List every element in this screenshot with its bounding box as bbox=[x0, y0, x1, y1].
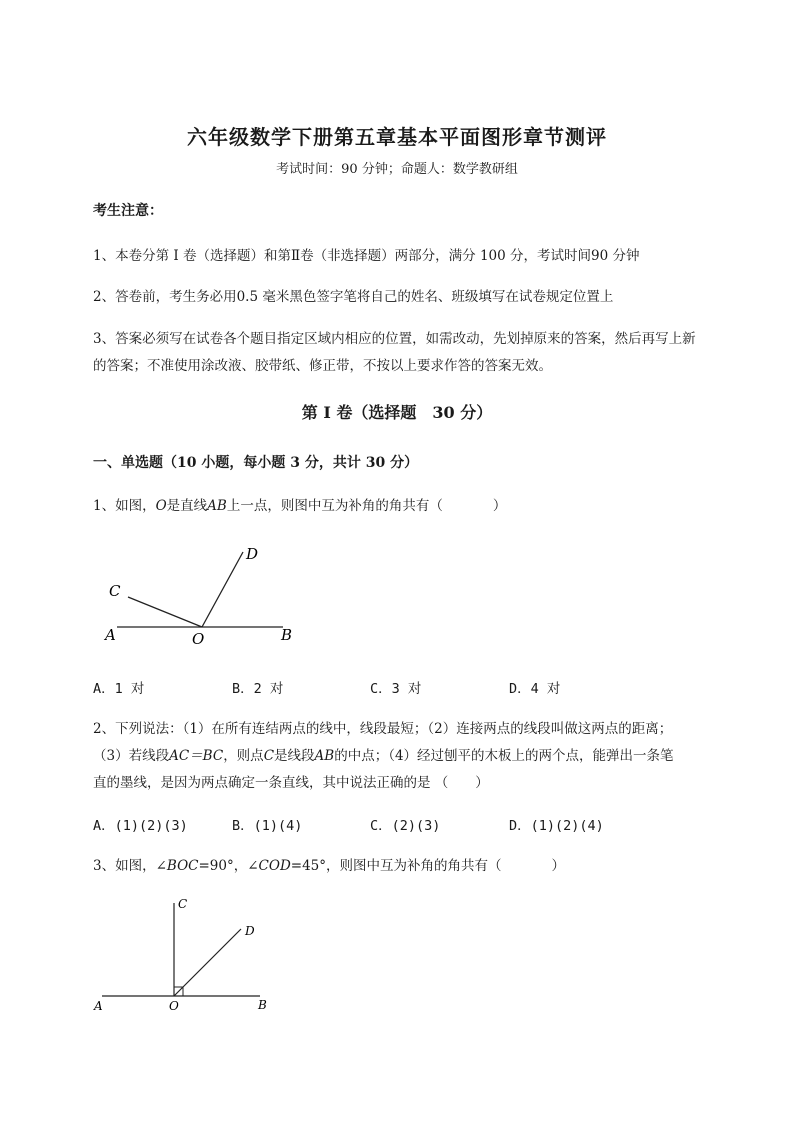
notice-heading: 考生注意： bbox=[93, 203, 163, 219]
notice-item-3: 3、答案必须写在试卷各个题目指定区域内相应的位置，如需改动，先划掉原来的答案，然后再写上新 bbox=[93, 331, 696, 347]
exam-info: 考试时间：90 分钟；命题人：数学教研组 bbox=[276, 162, 518, 177]
q2-option-c[interactable]: C．(2)(3) bbox=[370, 818, 441, 834]
q1-option-a[interactable]: A．1 对 bbox=[93, 681, 145, 697]
q1-option-d[interactable]: D．4 对 bbox=[509, 681, 561, 697]
ray-od bbox=[174, 929, 241, 996]
label-o: O bbox=[192, 630, 205, 648]
q2-option-d[interactable]: D．(1)(2)(4) bbox=[509, 818, 604, 834]
label-b: B bbox=[258, 998, 267, 1012]
q1-option-c[interactable]: C．3 对 bbox=[370, 681, 422, 697]
figure-q3 bbox=[90, 895, 280, 1020]
label-d: D bbox=[245, 924, 255, 938]
q2-option-b[interactable]: B．(1)(4) bbox=[232, 818, 303, 834]
page-title: 六年级数学下册第五章基本平面图形章节测评 bbox=[187, 125, 607, 149]
question-2-line-3: 直的墨线，是因为两点确定一条直线，其中说法正确的是 （ ） bbox=[93, 775, 489, 791]
label-c: C bbox=[178, 897, 188, 911]
label-d: D bbox=[246, 545, 259, 563]
notice-item-2: 2、答卷前，考生务必用0.5 毫米黑色签字笔将自己的姓名、班级填写在试卷规定位置上 bbox=[93, 289, 614, 305]
question-1: 1、如图，O是直线AB上一点，则图中互为补角的角共有（ ） bbox=[93, 498, 507, 514]
label-a: A bbox=[105, 626, 116, 644]
part-title: 一、单选题（10 小题，每小题 3 分，共计 30 分） bbox=[93, 455, 419, 471]
label-o: O bbox=[169, 999, 179, 1013]
q1-option-b[interactable]: B．2 对 bbox=[232, 681, 284, 697]
notice-item-3-cont: 的答案；不准使用涂改液、胶带纸、修正带，不按以上要求作答的答案无效。 bbox=[93, 358, 552, 374]
question-2-line-2: （3）若线段AC＝BC，则点C是线段AB的中点；（4）经过刨平的木板上的两个点，能弹出一条笔 bbox=[93, 748, 674, 764]
q2-option-a[interactable]: A．(1)(2)(3) bbox=[93, 818, 188, 834]
figure-q1 bbox=[95, 540, 305, 650]
label-b: B bbox=[281, 626, 293, 644]
label-c: C bbox=[109, 582, 121, 600]
question-2-line-1: 2、下列说法：（1）在所有连结两点的线中，线段最短；（2）连接两点的线段叫做这两点的距离； bbox=[93, 721, 673, 737]
section-title: 第 I 卷（选择题 30 分） bbox=[301, 403, 493, 422]
notice-item-1: 1、本卷分第 I 卷（选择题）和第Ⅱ卷（非选择题）两部分，满分 100 分，考试时间90 分钟 bbox=[93, 248, 640, 264]
ray-oc bbox=[128, 597, 202, 627]
ray-od bbox=[202, 552, 243, 627]
label-a: A bbox=[94, 999, 103, 1013]
question-3: 3、如图，∠BOC=90°，∠COD=45°，则图中互为补角的角共有（ ） bbox=[93, 858, 566, 874]
